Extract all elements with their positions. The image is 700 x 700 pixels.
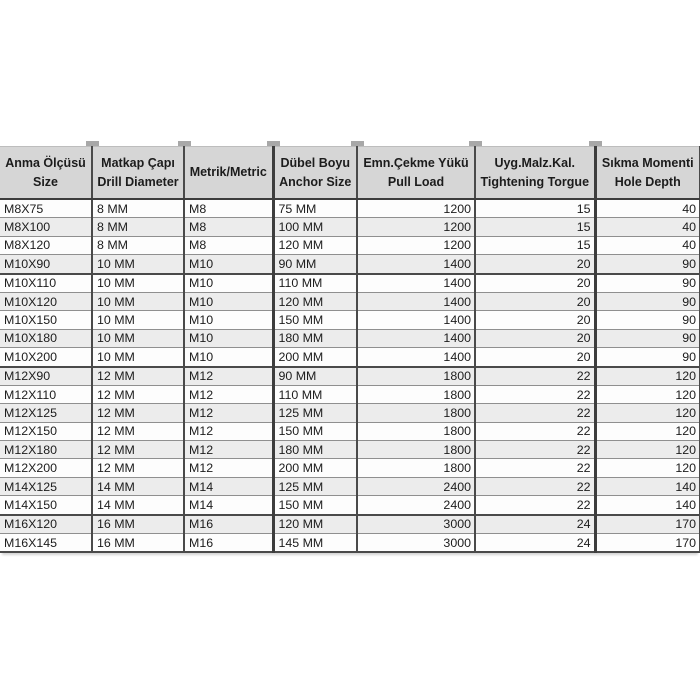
table-cell: 75 MM — [273, 199, 357, 218]
table-cell: 12 MM — [92, 459, 184, 477]
table-cell: 1800 — [357, 404, 475, 422]
table-header — [0, 147, 700, 200]
column-header-6 — [475, 147, 595, 200]
table-cell: M8 — [184, 199, 273, 218]
table-row — [0, 496, 700, 515]
table-cell: 22 — [475, 459, 595, 477]
table-cell: M10X120 — [0, 292, 92, 310]
table-cell: 140 — [595, 477, 700, 495]
table-cell: 10 MM — [92, 311, 184, 329]
table-cell: 22 — [475, 441, 595, 459]
table-cell: 125 MM — [273, 477, 357, 495]
table-cell: M10X180 — [0, 329, 92, 347]
table-cell: M12 — [184, 367, 273, 386]
table-cell: 12 MM — [92, 441, 184, 459]
table-cell: 15 — [475, 199, 595, 218]
table-cell: 90 — [595, 348, 700, 367]
table-cell: 15 — [475, 218, 595, 236]
table-cell: 12 MM — [92, 422, 184, 440]
table-cell: 20 — [475, 348, 595, 367]
table-cell: 40 — [595, 199, 700, 218]
table-cell: 12 MM — [92, 404, 184, 422]
table-cell: M10X90 — [0, 255, 92, 274]
header-line-english: Hole Depth — [614, 174, 681, 189]
table-cell: 1400 — [357, 255, 475, 274]
table-cell: M14 — [184, 477, 273, 495]
table-cell: 1800 — [357, 385, 475, 403]
table-cell: 180 MM — [273, 441, 357, 459]
table-cell: 15 — [475, 236, 595, 254]
table-cell: 10 MM — [92, 255, 184, 274]
table-row — [0, 477, 700, 495]
table-cell: 1400 — [357, 348, 475, 367]
table-cell: 150 MM — [273, 496, 357, 515]
table-cell: 16 MM — [92, 534, 184, 553]
table-row — [0, 515, 700, 534]
table-row — [0, 348, 700, 367]
table-cell: 3000 — [357, 515, 475, 534]
table-cell: 170 — [595, 534, 700, 553]
table-cell: M8X75 — [0, 199, 92, 218]
header-line-turkish: Uyg.Malz.Kal. — [494, 155, 576, 170]
table-cell: 8 MM — [92, 199, 184, 218]
table-cell: 24 — [475, 534, 595, 553]
table-cell: 20 — [475, 292, 595, 310]
header-line-turkish: Sıkma Momenti — [601, 155, 694, 170]
table-cell: M12 — [184, 385, 273, 403]
table-cell: 10 MM — [92, 348, 184, 367]
header-line-turkish: Matkap Çapı — [101, 155, 175, 170]
table-cell: M12X125 — [0, 404, 92, 422]
table-row — [0, 404, 700, 422]
table-cell: 1800 — [357, 441, 475, 459]
table-cell: 1200 — [357, 218, 475, 236]
table-cell: M12X90 — [0, 367, 92, 386]
table-cell: 90 MM — [273, 367, 357, 386]
table-cell: M16 — [184, 534, 273, 553]
table-cell: 16 MM — [92, 515, 184, 534]
table-cell: M10 — [184, 311, 273, 329]
table-cell: 120 — [595, 459, 700, 477]
table-cell: M8 — [184, 236, 273, 254]
table-cell: M10 — [184, 255, 273, 274]
table-cell: M12X110 — [0, 385, 92, 403]
table-cell: 10 MM — [92, 329, 184, 347]
table-cell: M14X150 — [0, 496, 92, 515]
table-cell: 22 — [475, 404, 595, 422]
header-line-turkish: Emn.Çekme Yükü — [363, 155, 469, 170]
table-cell: 3000 — [357, 534, 475, 553]
table-cell: 90 — [595, 329, 700, 347]
table-cell: 1200 — [357, 199, 475, 218]
table-cell: M8X120 — [0, 236, 92, 254]
table-cell: M8 — [184, 218, 273, 236]
table-cell: 10 MM — [92, 292, 184, 310]
table-cell: 10 MM — [92, 274, 184, 293]
table-cell: M16X145 — [0, 534, 92, 553]
table-cell: 20 — [475, 311, 595, 329]
anchor-spec-table-wrap — [0, 146, 700, 553]
header-line-turkish: Dübel Boyu — [280, 155, 350, 170]
table-cell: 1400 — [357, 329, 475, 347]
table-cell: M14 — [184, 496, 273, 515]
table-cell: 170 — [595, 515, 700, 534]
table-cell: 125 MM — [273, 404, 357, 422]
table-cell: 12 MM — [92, 385, 184, 403]
table-cell: 2400 — [357, 496, 475, 515]
table-cell: 145 MM — [273, 534, 357, 553]
table-cell: 22 — [475, 367, 595, 386]
table-cell: M10 — [184, 274, 273, 293]
table-cell: 120 MM — [273, 236, 357, 254]
table-row — [0, 385, 700, 403]
table-cell: M10 — [184, 292, 273, 310]
table-cell: M12X150 — [0, 422, 92, 440]
table-cell: 2400 — [357, 477, 475, 495]
table-cell: 150 MM — [273, 311, 357, 329]
table-cell: 180 MM — [273, 329, 357, 347]
table-cell: 90 — [595, 274, 700, 293]
column-header-2 — [92, 147, 184, 200]
table-cell: 150 MM — [273, 422, 357, 440]
header-line-turkish: Metrik/Metric — [189, 165, 267, 180]
table-cell: M12 — [184, 441, 273, 459]
table-cell: 22 — [475, 477, 595, 495]
table-cell: 24 — [475, 515, 595, 534]
table-cell: M8X100 — [0, 218, 92, 236]
table-cell: 22 — [475, 385, 595, 403]
table-cell: 1800 — [357, 367, 475, 386]
header-line-english: Drill Diameter — [97, 174, 179, 189]
table-cell: 120 — [595, 404, 700, 422]
table-cell: 90 MM — [273, 255, 357, 274]
header-row — [0, 147, 700, 200]
table-row — [0, 329, 700, 347]
column-header-3 — [184, 147, 273, 200]
table-cell: 14 MM — [92, 477, 184, 495]
table-row — [0, 422, 700, 440]
header-line-english: Pull Load — [387, 174, 445, 189]
table-cell: 140 — [595, 496, 700, 515]
table-row — [0, 311, 700, 329]
table-cell: 90 — [595, 292, 700, 310]
table-cell: 120 MM — [273, 292, 357, 310]
table-cell: M16 — [184, 515, 273, 534]
table-cell: 1800 — [357, 459, 475, 477]
table-cell: 120 MM — [273, 515, 357, 534]
column-header-4 — [273, 147, 357, 200]
table-cell: 1800 — [357, 422, 475, 440]
table-cell: 110 MM — [273, 274, 357, 293]
table-cell: 120 — [595, 385, 700, 403]
column-header-7 — [595, 147, 700, 200]
table-cell: 1400 — [357, 311, 475, 329]
table-cell: 200 MM — [273, 459, 357, 477]
table-row — [0, 274, 700, 293]
column-header-1 — [0, 147, 92, 200]
table-row — [0, 534, 700, 553]
table-cell: 1200 — [357, 236, 475, 254]
table-cell: M14X125 — [0, 477, 92, 495]
anchor-spec-table — [0, 146, 700, 553]
table-cell: M10X200 — [0, 348, 92, 367]
table-cell: 90 — [595, 311, 700, 329]
header-line-english: Size — [32, 174, 58, 189]
table-cell: 110 MM — [273, 385, 357, 403]
table-cell: M12 — [184, 459, 273, 477]
table-cell: 20 — [475, 329, 595, 347]
table-row — [0, 255, 700, 274]
table-cell: M12X200 — [0, 459, 92, 477]
table-cell: M12X180 — [0, 441, 92, 459]
table-cell: 40 — [595, 218, 700, 236]
table-cell: 20 — [475, 255, 595, 274]
table-cell: 40 — [595, 236, 700, 254]
table-cell: 22 — [475, 496, 595, 515]
table-cell: 1400 — [357, 274, 475, 293]
table-cell: 1400 — [357, 292, 475, 310]
table-row — [0, 292, 700, 310]
table-cell: M12 — [184, 422, 273, 440]
table-row — [0, 199, 700, 218]
table-cell: 8 MM — [92, 218, 184, 236]
table-cell: 14 MM — [92, 496, 184, 515]
header-line-english: Anchor Size — [279, 174, 352, 189]
table-cell: 20 — [475, 274, 595, 293]
table-row — [0, 218, 700, 236]
table-row — [0, 459, 700, 477]
table-cell: M16X120 — [0, 515, 92, 534]
table-cell: 22 — [475, 422, 595, 440]
header-line-turkish: Anma Ölçüsü — [5, 155, 86, 170]
table-body — [0, 199, 700, 552]
table-cell: 100 MM — [273, 218, 357, 236]
table-cell: M10 — [184, 348, 273, 367]
table-cell: M10X110 — [0, 274, 92, 293]
table-cell: 200 MM — [273, 348, 357, 367]
table-cell: M10 — [184, 329, 273, 347]
table-cell: 90 — [595, 255, 700, 274]
table-cell: 120 — [595, 422, 700, 440]
table-cell: 120 — [595, 441, 700, 459]
table-row — [0, 441, 700, 459]
table-cell: 120 — [595, 367, 700, 386]
column-header-5 — [357, 147, 475, 200]
table-cell: M12 — [184, 404, 273, 422]
header-line-english: Tightening Torgue — [480, 174, 590, 189]
table-cell: 12 MM — [92, 367, 184, 386]
table-row — [0, 236, 700, 254]
table-cell: M10X150 — [0, 311, 92, 329]
table-cell: 8 MM — [92, 236, 184, 254]
table-row — [0, 367, 700, 386]
